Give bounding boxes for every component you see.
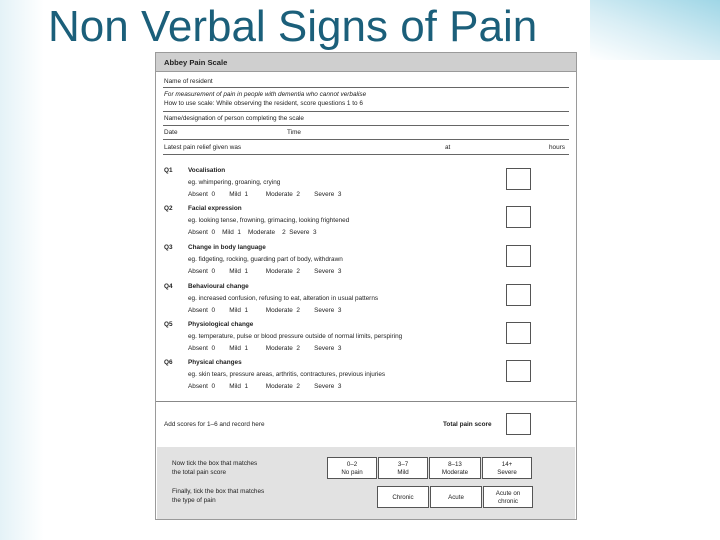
pain-type-acute-on-chronic[interactable] — [483, 486, 533, 508]
question-scale: Absent 0 Mild 1 Moderate 2 Severe 3 — [188, 307, 342, 314]
score-range-label: No pain — [341, 469, 363, 476]
question-title: Vocalisation — [188, 167, 226, 174]
score-box-q6[interactable] — [506, 360, 531, 382]
question-example: eg. increased confusion, refusing to eat, alteration in usual patterns — [188, 295, 379, 302]
question-example: eg. temperature, pulse or blood pressure outside of normal limits, perspiring — [188, 333, 403, 340]
score-range-label: Severe — [497, 469, 517, 476]
score-box-q2[interactable] — [506, 206, 531, 228]
question-example: eg. whimpering, groaning, crying — [188, 179, 281, 186]
pain-type-acute[interactable] — [430, 486, 482, 508]
divider — [163, 111, 569, 112]
score-box-q5[interactable] — [506, 322, 531, 344]
hours-label: hours — [549, 144, 565, 151]
question-number: Q3 — [164, 244, 173, 251]
score-range-severe[interactable] — [482, 457, 532, 479]
score-range-mild[interactable] — [378, 457, 428, 479]
how-to-use-text: How to use scale: While observing the resident, score questions 1 to 6 — [164, 100, 363, 107]
name-of-resident-label: Name of resident — [164, 78, 213, 85]
tick-score-text: Now tick the box that matches — [172, 460, 258, 467]
question-title: Physiological change — [188, 321, 254, 328]
slide-corner-accent — [590, 0, 720, 60]
question-example: eg. skin tears, pressure areas, arthritis, contractures, previous injuries — [188, 371, 386, 378]
question-title: Facial expression — [188, 205, 242, 212]
question-number: Q6 — [164, 359, 173, 366]
divider — [163, 139, 569, 140]
result-panel — [157, 447, 575, 519]
question-scale: Absent 0 Mild 1 Moderate 2 Severe 3 — [188, 383, 342, 390]
divider — [163, 125, 569, 126]
slide-left-gradient — [0, 0, 44, 540]
question-number: Q1 — [164, 167, 173, 174]
pain-relief-label: Latest pain relief given was — [164, 144, 242, 151]
pain-type-label: Acute — [448, 494, 464, 501]
score-range-moderate[interactable] — [429, 457, 481, 479]
question-title: Behavioural change — [188, 283, 249, 290]
question-scale: Absent 0 Mild 1 Moderate 2 Severe 3 — [188, 345, 342, 352]
score-range-value: 8–13 — [448, 461, 462, 468]
question-number: Q5 — [164, 321, 173, 328]
tick-score-text: the total pain score — [172, 469, 226, 476]
pain-type-chronic[interactable] — [377, 486, 429, 508]
score-box-q1[interactable] — [506, 168, 531, 190]
divider — [163, 87, 569, 88]
question-example: eg. fidgeting, rocking, guarding part of body, withdrawn — [188, 256, 343, 263]
score-box-q3[interactable] — [506, 245, 531, 267]
tick-type-text: Finally, tick the box that matches — [172, 488, 265, 495]
question-title: Physical changes — [188, 359, 242, 366]
question-scale: Absent 0 Mild 1 Moderate 2 Severe 3 — [188, 229, 317, 236]
time-label: Time — [287, 129, 301, 136]
total-score-box[interactable] — [506, 413, 531, 435]
slide-title: Non Verbal Signs of Pain — [48, 2, 538, 51]
pain-type-label: Acute on — [495, 490, 521, 497]
at-label: at — [445, 144, 451, 151]
question-number: Q2 — [164, 205, 173, 212]
question-title: Change in body language — [188, 244, 266, 251]
tick-type-text: the type of pain — [172, 497, 216, 504]
total-pain-score-label: Total pain score — [443, 421, 492, 428]
score-range-value: 0–2 — [346, 461, 358, 468]
score-range-label: Moderate — [441, 469, 469, 476]
add-scores-label: Add scores for 1–6 and record here — [164, 421, 265, 428]
pain-type-label: chronic — [498, 498, 518, 505]
score-box-q4[interactable] — [506, 284, 531, 306]
divider — [163, 154, 569, 155]
score-range-value: 3–7 — [397, 461, 409, 468]
pain-type-label: Chronic — [392, 494, 414, 501]
score-range-value: 14+ — [501, 461, 513, 468]
form-heading: Abbey Pain Scale — [156, 53, 576, 72]
section-divider — [156, 401, 576, 402]
score-range-label: Mild — [397, 469, 409, 476]
question-scale: Absent 0 Mild 1 Moderate 2 Severe 3 — [188, 268, 342, 275]
abbey-pain-scale-form — [155, 52, 577, 520]
score-range-no-pain[interactable] — [327, 457, 377, 479]
question-number: Q4 — [164, 283, 173, 290]
measurement-note: For measurement of pain in people with dementia who cannot verbalise — [164, 91, 367, 98]
question-example: eg. looking tense, frowning, grimacing, looking frightened — [188, 217, 350, 224]
question-scale: Absent 0 Mild 1 Moderate 2 Severe 3 — [188, 191, 342, 198]
date-label: Date — [164, 129, 178, 136]
designation-label: Name/designation of person completing the scale — [164, 115, 304, 122]
